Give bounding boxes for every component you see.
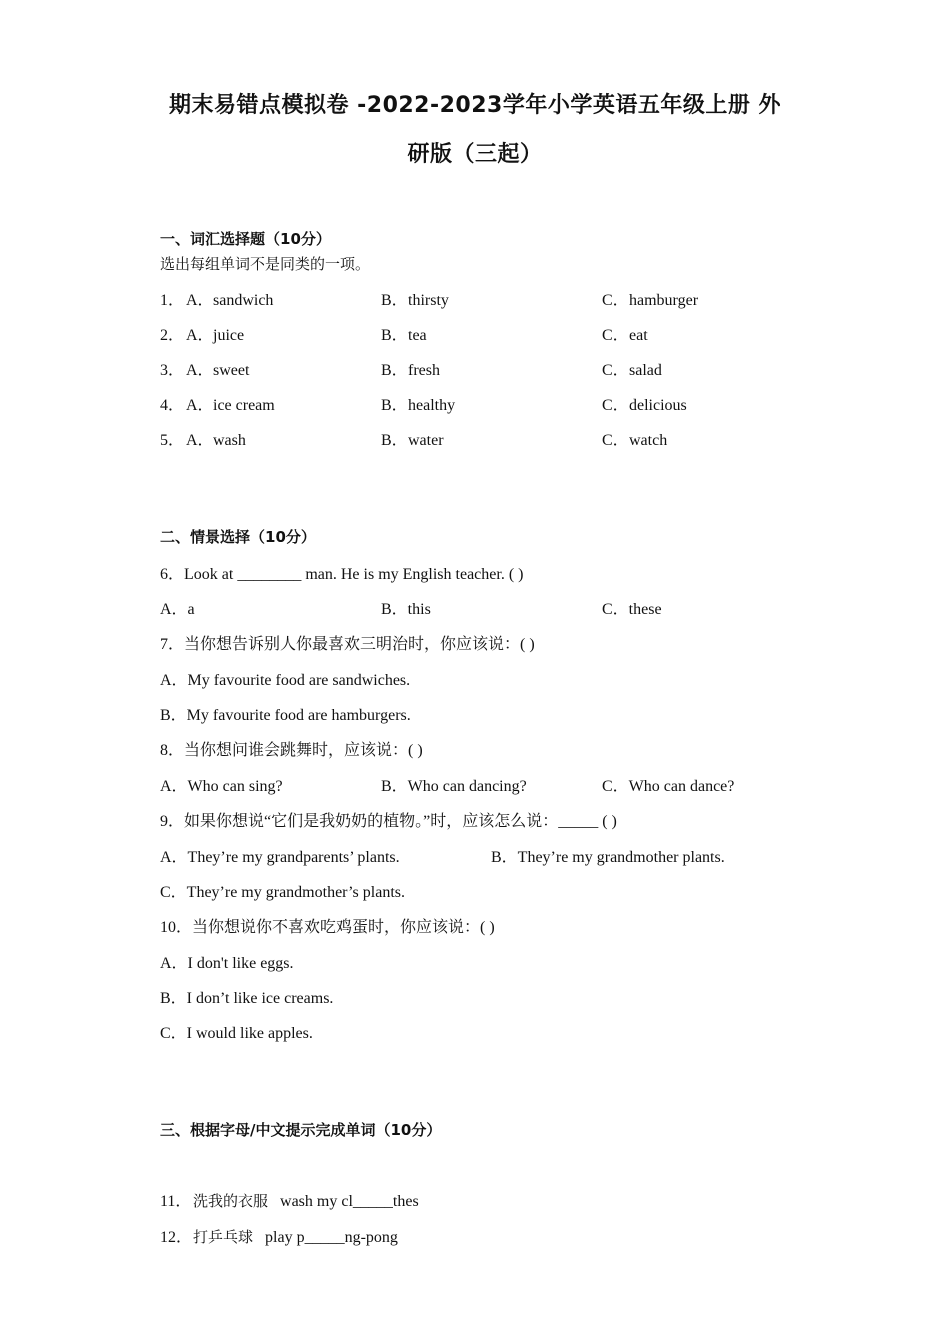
question-11 — [160, 1188, 419, 1211]
section-1-instruction: 选出每组单词不是同类的一项。 — [160, 255, 371, 273]
option-b: thirsty — [408, 292, 449, 309]
question-10-stem: 10．当你想说你不喜欢吃鸡蛋时，你应该说：( ) — [160, 919, 495, 936]
question-number: 5． — [160, 432, 185, 449]
question-10-option-c: C．I would like apples. — [160, 1025, 313, 1042]
option-c: eat — [629, 327, 648, 344]
question-number: 2． — [160, 327, 185, 344]
option-b: water — [408, 432, 444, 449]
question-10-option-b: B．I don’t like ice creams. — [160, 990, 334, 1007]
option-c: watch — [629, 432, 668, 449]
question-number: 12． — [160, 1229, 193, 1246]
question-number: 1． — [160, 292, 185, 309]
option-a: ice cream — [213, 397, 275, 414]
page-title: 期末易错点模拟卷 -2022-2023学年小学英语五年级上册 外 — [168, 93, 782, 118]
option-a: wash — [213, 432, 246, 449]
question-8-option-b: B．Who can dancing? — [381, 778, 527, 795]
option-label: B． — [381, 327, 408, 344]
option-label: B． — [381, 432, 408, 449]
section-1-heading: 一、词汇选择题（10分） — [160, 230, 331, 248]
option-label: A． — [186, 327, 214, 344]
option-c: delicious — [629, 397, 687, 414]
question-7-option-a: A．My favourite food are sandwiches. — [160, 672, 411, 689]
section-2-heading: 二、情景选择（10分） — [160, 528, 316, 546]
option-label: C． — [602, 362, 629, 379]
option-a: juice — [213, 327, 245, 344]
option-label: B． — [381, 397, 408, 414]
question-8-stem: 8．当你想问谁会跳舞时，应该说：( ) — [160, 742, 423, 759]
question-number: 3． — [160, 362, 185, 379]
question-9-option-a: A．They’re my grandparents’ plants. — [160, 849, 400, 866]
page-title-continued: 研版（三起） — [407, 142, 543, 167]
question-9-option-b: B．They’re my grandmother plants. — [491, 849, 725, 866]
question-11-chinese-hint: 洗我的衣服 — [193, 1192, 269, 1210]
option-label: A． — [186, 397, 214, 414]
question-number: 11． — [160, 1193, 192, 1210]
option-b: fresh — [408, 362, 440, 379]
question-8-option-c: C．Who can dance? — [602, 778, 735, 795]
option-label: A． — [186, 292, 214, 309]
option-c: salad — [629, 362, 662, 379]
option-a: sandwich — [213, 292, 274, 309]
option-label: C． — [602, 327, 629, 344]
question-7-option-b: B．My favourite food are hamburgers. — [160, 707, 411, 724]
option-b: healthy — [408, 397, 456, 414]
question-6-option-c: C．these — [602, 601, 662, 618]
option-label: C． — [602, 397, 629, 414]
question-11-phrase: wash my cl_____thes — [280, 1193, 419, 1210]
option-b: tea — [408, 327, 427, 344]
option-label: A． — [186, 432, 214, 449]
option-label: B． — [381, 362, 408, 379]
option-label: A． — [186, 362, 214, 379]
question-6-stem: 6．Look at ________ man. He is my English teacher. ( ) — [160, 566, 524, 583]
question-6-option-b: B．this — [381, 601, 431, 618]
question-9-stem: 9．如果你想说“它们是我奶奶的植物。”时，应该怎么说：_____ ( ) — [160, 813, 617, 830]
question-12-phrase: play p_____ng-pong — [265, 1229, 398, 1246]
option-label: B． — [381, 292, 408, 309]
option-a: sweet — [213, 362, 250, 379]
question-number: 4． — [160, 397, 185, 414]
option-label: C． — [602, 432, 629, 449]
option-label: C． — [602, 292, 629, 309]
option-c: hamburger — [629, 292, 699, 309]
question-7-stem: 7．当你想告诉别人你最喜欢三明治时，你应该说：( ) — [160, 636, 535, 653]
question-10-option-a: A．I don't like eggs. — [160, 955, 294, 972]
question-12-chinese-hint: 打乒乓球 — [193, 1228, 254, 1246]
question-12 — [160, 1224, 398, 1247]
question-9-option-c: C．They’re my grandmother’s plants. — [160, 884, 405, 901]
section-3-heading: 三、根据字母/中文提示完成单词（10分） — [160, 1121, 442, 1139]
question-8-option-a: A．Who can sing? — [160, 778, 283, 795]
question-6-option-a: A．a — [160, 601, 195, 618]
